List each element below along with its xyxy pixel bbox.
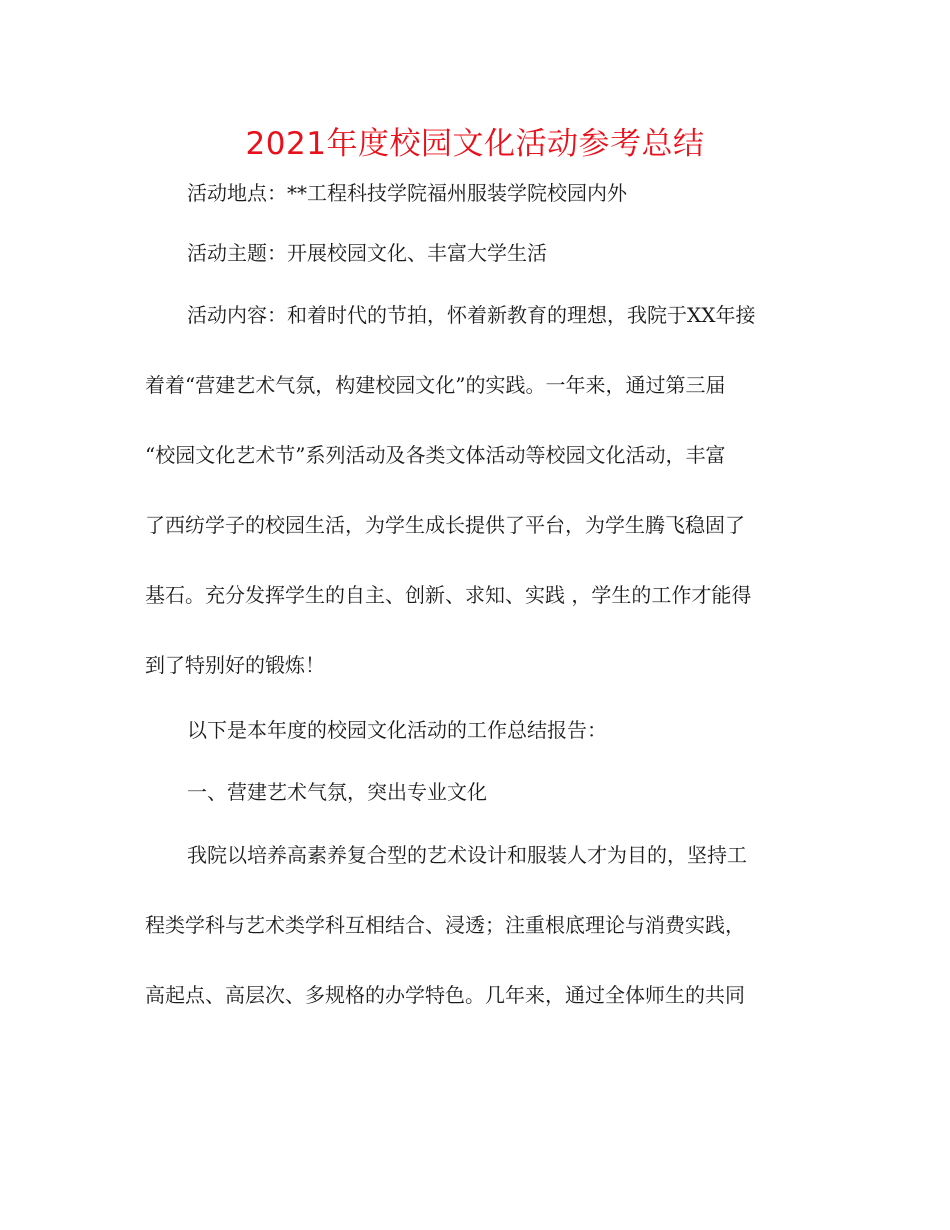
text-line-location: 活动地点：**工程科技学院福州服装学院校园内外 [187, 181, 627, 205]
text-line-content-2: 着着“营建艺术气氛，构建校园文化”的实践。一年来，通过第三届 [145, 373, 726, 397]
text-line-section-3: 高起点、高层次、多规格的办学特色。几年来，通过全体师生的共同 [145, 983, 745, 1007]
section-heading-1: 一、营建艺术气氛，突出专业文化 [187, 780, 487, 804]
text-line-theme: 活动主题：开展校园文化、丰富大学生活 [187, 241, 547, 265]
text-line-content-6: 到了特别好的锻炼！ [145, 653, 325, 677]
text-line-section-2: 程类学科与艺术类学科互相结合、浸透；注重根底理论与消费实践， [145, 913, 745, 937]
text-line-intro: 以下是本年度的校园文化活动的工作总结报告： [187, 718, 607, 742]
text-line-content-3: “校园文化艺术节”系列活动及各类文体活动等校园文化活动，丰富 [145, 443, 726, 467]
text-line-content-4: 了西纺学子的校园生活，为学生成长提供了平台，为学生腾飞稳固了 [145, 513, 745, 537]
text-line-section-1: 我院以培养高素养复合型的艺术设计和服装人才为目的，坚持工 [187, 843, 747, 867]
text-line-content-5: 基石。充分发挥学生的自主、创新、求知、实践 ，学生的工作才能得 [145, 583, 752, 607]
document-title: 2021年度校园文化活动参考总结 [245, 126, 705, 162]
text-line-content-1: 活动内容：和着时代的节拍，怀着新教育的理想，我院于XX年接 [187, 303, 756, 327]
